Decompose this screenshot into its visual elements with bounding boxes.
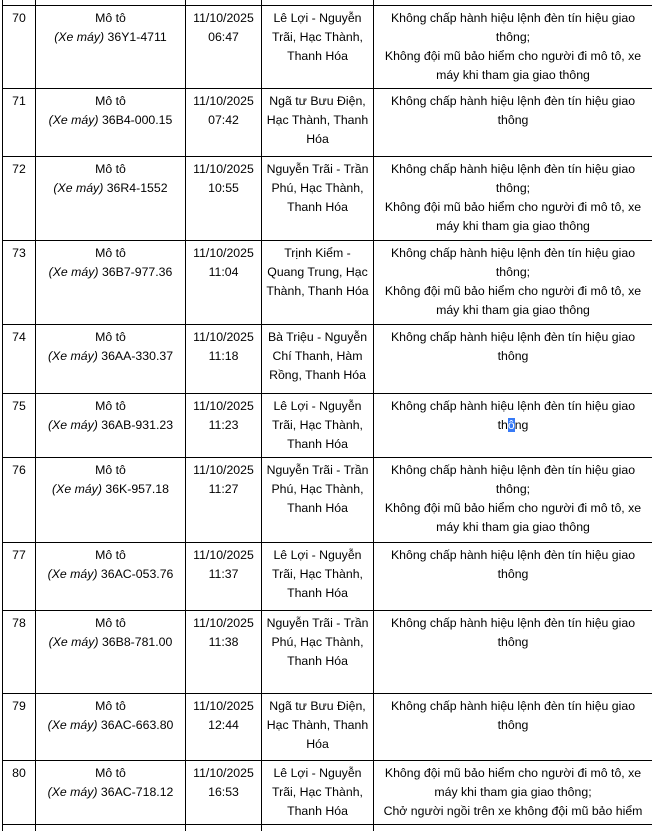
violation-table-row <box>3 88 652 156</box>
violation-text: Không chấp hành hiệu lệnh đèn tín hiệu giao thông; <box>375 160 651 198</box>
vehicle-plate-line <box>37 416 184 435</box>
vehicle-subtype: (Xe máy) <box>54 30 104 44</box>
row-number: 79 <box>3 693 36 760</box>
license-plate: 36K-957.18 <box>105 482 169 496</box>
violation-date: 11/10/2025 <box>187 764 260 783</box>
vehicle-subtype: (Xe máy) <box>48 418 98 432</box>
violation-cell <box>374 610 652 693</box>
row-number: 80 <box>3 760 36 824</box>
violation-date: 11/10/2025 <box>187 397 260 416</box>
license-plate: 36AC-663.80 <box>101 718 173 732</box>
vehicle-subtype: (Xe máy) <box>49 635 99 649</box>
datetime-cell <box>186 693 262 760</box>
license-plate: 36AA-330.37 <box>101 349 173 363</box>
violation-table-row <box>3 760 652 824</box>
violation-date: 11/10/2025 <box>187 614 260 633</box>
datetime-cell <box>186 156 262 240</box>
license-plate: 36B8-781.00 <box>102 635 172 649</box>
violation-text: Không chấp hành hiệu lệnh đèn tín hiệu giao thông; <box>375 9 651 47</box>
vehicle-plate-line <box>37 565 184 584</box>
vehicle-type: Mô tô <box>37 764 184 783</box>
vehicle-plate-line <box>37 633 184 652</box>
location-cell: Lê Lợi - Nguyễn Trãi, Hạc Thành, Thanh Hóa <box>262 760 374 824</box>
row-number: 71 <box>3 88 36 156</box>
vehicle-plate-line <box>37 347 184 366</box>
violation-text: Không chấp hành hiệu lệnh đèn tín hiệu giao thông <box>375 614 651 652</box>
violation-date: 11/10/2025 <box>187 697 260 716</box>
vehicle-type: Mô tô <box>37 614 184 633</box>
row-number: 72 <box>3 156 36 240</box>
license-plate: 36B7-977.36 <box>102 265 172 279</box>
violation-time: 11:27 <box>187 480 260 499</box>
location-cell: Nguyễn Trãi - Trần Phú, Hạc Thành, Thanh Hóa <box>262 457 374 542</box>
partial-cell <box>374 824 652 831</box>
vehicle-subtype: (Xe máy) <box>48 567 98 581</box>
traffic-violations-table <box>2 0 652 831</box>
violation-text: Không chấp hành hiệu lệnh đèn tín hiệu giao thông <box>375 92 651 130</box>
violation-cell <box>374 5 652 88</box>
violation-time: 11:38 <box>187 633 260 652</box>
vehicle-subtype: (Xe máy) <box>48 718 98 732</box>
violation-time: 10:55 <box>187 179 260 198</box>
violation-table-row <box>3 457 652 542</box>
license-plate: 36R4-1552 <box>107 181 168 195</box>
datetime-cell <box>186 5 262 88</box>
datetime-cell <box>186 457 262 542</box>
violation-cell <box>374 240 652 324</box>
violation-cell <box>374 393 652 457</box>
violation-cell <box>374 324 652 393</box>
license-plate: 36AC-718.12 <box>101 785 173 799</box>
location-cell: Lê Lợi - Nguyễn Trãi, Hạc Thành, Thanh Hóa <box>262 542 374 610</box>
location-cell: Nguyễn Trãi - Trần Phú, Hạc Thành, Thanh Hóa <box>262 156 374 240</box>
violation-text: Không đội mũ bảo hiểm cho người đi mô tô, xe máy khi tham gia giao thông <box>375 198 651 236</box>
datetime-cell <box>186 88 262 156</box>
vehicle-type: Mô tô <box>37 697 184 716</box>
vehicle-plate-line <box>37 111 184 130</box>
violation-cell <box>374 693 652 760</box>
vehicle-cell <box>36 542 186 610</box>
violation-text: Không chấp hành hiệu lệnh đèn tín hiệu giao thông <box>375 546 651 584</box>
vehicle-subtype: (Xe máy) <box>48 785 98 799</box>
violation-time: 16:53 <box>187 783 260 802</box>
row-number: 75 <box>3 393 36 457</box>
datetime-cell <box>186 393 262 457</box>
vehicle-type: Mô tô <box>37 546 184 565</box>
search-match-highlight: ô <box>508 418 515 432</box>
violation-table-row <box>3 393 652 457</box>
violation-time: 11:18 <box>187 347 260 366</box>
table-body <box>3 0 652 831</box>
violation-table-row <box>3 693 652 760</box>
datetime-cell <box>186 610 262 693</box>
partial-cell <box>36 824 186 831</box>
vehicle-cell <box>36 88 186 156</box>
violation-table-row <box>3 240 652 324</box>
vehicle-cell <box>36 240 186 324</box>
violation-date: 11/10/2025 <box>187 92 260 111</box>
vehicle-cell <box>36 760 186 824</box>
violation-date: 11/10/2025 <box>187 244 260 263</box>
location-cell: Trịnh Kiểm - Quang Trung, Hạc Thành, Thanh Hóa <box>262 240 374 324</box>
partial-row-bottom <box>3 824 652 831</box>
violation-date: 11/10/2025 <box>187 160 260 179</box>
violation-cell <box>374 88 652 156</box>
vehicle-type: Mô tô <box>37 160 184 179</box>
location-cell: Lê Lợi - Nguyễn Trãi, Hạc Thành, Thanh Hóa <box>262 393 374 457</box>
vehicle-plate-line <box>37 28 184 47</box>
violation-text: Không chấp hành hiệu lệnh đèn tín hiệu giao thông; <box>375 244 651 282</box>
vehicle-subtype: (Xe máy) <box>52 482 102 496</box>
datetime-cell <box>186 240 262 324</box>
vehicle-subtype: (Xe máy) <box>49 113 99 127</box>
violation-text: Không đội mũ bảo hiểm cho người đi mô tô, xe máy khi tham gia giao thông <box>375 47 651 85</box>
vehicle-cell <box>36 324 186 393</box>
violation-text: Không chấp hành hiệu lệnh đèn tín hiệu giao thông <box>375 397 651 435</box>
vehicle-type: Mô tô <box>37 244 184 263</box>
vehicle-type: Mô tô <box>37 397 184 416</box>
violation-table-row <box>3 542 652 610</box>
violation-text: Không đội mũ bảo hiểm cho người đi mô tô, xe máy khi tham gia giao thông; <box>375 764 651 802</box>
violation-date: 11/10/2025 <box>187 461 260 480</box>
violation-date: 11/10/2025 <box>187 546 260 565</box>
violation-text: Không chấp hành hiệu lệnh đèn tín hiệu giao thông; <box>375 461 651 499</box>
violation-time: 11:23 <box>187 416 260 435</box>
vehicle-cell <box>36 393 186 457</box>
violation-cell <box>374 156 652 240</box>
vehicle-plate-line <box>37 179 184 198</box>
partial-cell <box>186 824 262 831</box>
datetime-cell <box>186 324 262 393</box>
datetime-cell <box>186 542 262 610</box>
vehicle-type: Mô tô <box>37 461 184 480</box>
violation-table-row <box>3 156 652 240</box>
vehicle-cell <box>36 5 186 88</box>
violation-time: 11:04 <box>187 263 260 282</box>
violation-cell <box>374 457 652 542</box>
location-cell: Nguyễn Trãi - Trần Phú, Hạc Thành, Thanh Hóa <box>262 610 374 693</box>
license-plate: 36B4-000.15 <box>102 113 172 127</box>
location-cell: Ngã tư Bưu Điện, Hạc Thành, Thanh Hóa <box>262 88 374 156</box>
vehicle-type: Mô tô <box>37 92 184 111</box>
vehicle-subtype: (Xe máy) <box>48 349 98 363</box>
violation-time: 06:47 <box>187 28 260 47</box>
location-cell: Ngã tư Bưu Điện, Hạc Thành, Thanh Hóa <box>262 693 374 760</box>
violation-text: Không đội mũ bảo hiểm cho người đi mô tô, xe máy khi tham gia giao thông <box>375 282 651 320</box>
vehicle-type: Mô tô <box>37 9 184 28</box>
row-number: 70 <box>3 5 36 88</box>
vehicle-subtype: (Xe máy) <box>53 181 103 195</box>
violation-cell <box>374 760 652 824</box>
vehicle-cell <box>36 457 186 542</box>
vehicle-plate-line <box>37 480 184 499</box>
row-number: 77 <box>3 542 36 610</box>
location-cell: Bà Triệu - Nguyễn Chí Thanh, Hàm Rồng, Thanh Hóa <box>262 324 374 393</box>
violation-time: 11:37 <box>187 565 260 584</box>
violation-cell <box>374 542 652 610</box>
vehicle-type: Mô tô <box>37 328 184 347</box>
partial-cell <box>3 824 36 831</box>
vehicle-cell <box>36 693 186 760</box>
row-number: 76 <box>3 457 36 542</box>
violation-table-row <box>3 324 652 393</box>
license-plate: 36AC-053.76 <box>101 567 173 581</box>
violation-text: Chở người ngồi trên xe không đội mũ bảo hiểm <box>375 802 651 821</box>
vehicle-plate-line <box>37 263 184 282</box>
row-number: 74 <box>3 324 36 393</box>
violation-time: 12:44 <box>187 716 260 735</box>
vehicle-cell <box>36 156 186 240</box>
partial-cell <box>262 824 374 831</box>
license-plate: 36AB-931.23 <box>101 418 173 432</box>
violation-text: Không chấp hành hiệu lệnh đèn tín hiệu giao thông <box>375 697 651 735</box>
datetime-cell <box>186 760 262 824</box>
violation-date: 11/10/2025 <box>187 328 260 347</box>
vehicle-subtype: (Xe máy) <box>49 265 99 279</box>
row-number: 78 <box>3 610 36 693</box>
vehicle-plate-line <box>37 716 184 735</box>
vehicle-cell <box>36 610 186 693</box>
vehicle-plate-line <box>37 783 184 802</box>
location-cell: Lê Lợi - Nguyễn Trãi, Hạc Thành, Thanh Hóa <box>262 5 374 88</box>
violation-text: Không đội mũ bảo hiểm cho người đi mô tô, xe máy khi tham gia giao thông <box>375 499 651 537</box>
license-plate: 36Y1-4711 <box>108 30 167 44</box>
violation-table-row <box>3 610 652 693</box>
violation-text: Không chấp hành hiệu lệnh đèn tín hiệu giao thông <box>375 328 651 366</box>
row-number: 73 <box>3 240 36 324</box>
violation-time: 07:42 <box>187 111 260 130</box>
violation-date: 11/10/2025 <box>187 9 260 28</box>
violation-table-row <box>3 5 652 88</box>
